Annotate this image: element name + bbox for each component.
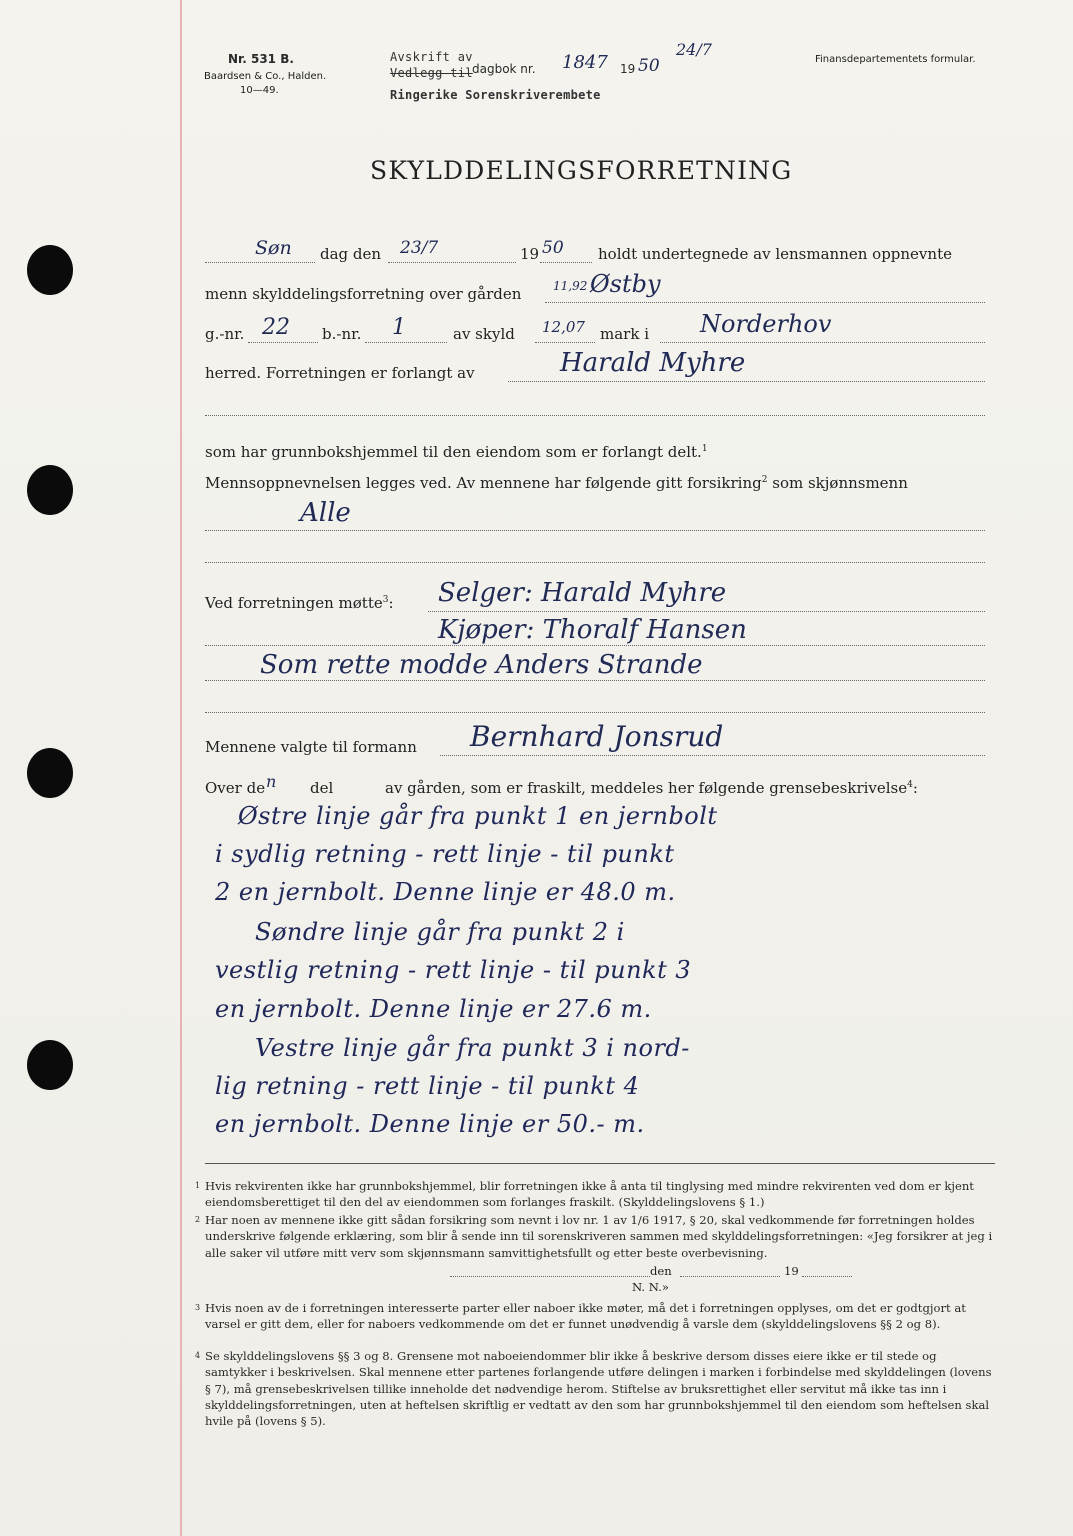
footnote-1: 1 Hvis rekvirenten ikke har grunnbokshjemmel, blir forretningen ikke å anta til tinglysing med mindre rekvirenten ved dom er kjent eiendomsberettiget til den del av eiendommen som forlanges fraskilt. (Skylddelingslovens § 1.) [195, 1179, 974, 1210]
punch-hole [27, 465, 73, 515]
year-value: 50 [542, 238, 564, 258]
punch-hole [27, 1040, 73, 1090]
skjonn-value: Alle [300, 498, 351, 528]
footnote-divider [205, 1163, 995, 1164]
day-name: Søn [255, 237, 292, 259]
boundary-line: en jernbolt. Denne linje er 27.6 m. [215, 995, 652, 1023]
year-prefix: 19 [620, 62, 636, 76]
stamp-vedlegg: Vedlegg til [390, 66, 473, 80]
farm-name: Østby [590, 270, 661, 298]
mote-label: Ved forretningen møtte$^3$: [205, 594, 394, 612]
form-number: Nr. 531 B. [228, 52, 294, 66]
ministry-label: Finansdepartementets formular. [815, 54, 976, 65]
attendee-other: Som rette modde Anders Strande [260, 650, 703, 680]
punch-hole [27, 245, 73, 295]
av-garden-label: av gården, som er fraskilt, meddeles her følgende grensebeskrivelse$^4$: [385, 779, 918, 797]
office-stamp: Ringerike Sorenskriverembete [390, 88, 601, 102]
gnr-value: 22 [262, 315, 290, 340]
boundary-line: Søndre linje går fra punkt 2 i [255, 918, 625, 946]
chairman: Bernhard Jonsrud [470, 720, 724, 753]
boundary-line: i sydlig retning - rett linje - til punkt [215, 840, 675, 868]
year-suffix: 50 [638, 56, 660, 76]
attendee-buyer: Kjøper: Thoralf Hansen [438, 615, 747, 645]
boundary-line: vestlig retning - rett linje - til punkt 3 [215, 956, 692, 984]
footnote-3: 3 Hvis noen av de i forretningen interesserte parter eller naboer ikke møter, må det i forretningen opplyses, om det er godtgjort at varsel er gitt dem, eller for naboers vedkommende om det er funnet unødvendig å varsle dem (skylddelingslovens §§ 2 og 8). [195, 1301, 966, 1332]
print-date: 10—49. [240, 85, 279, 96]
footnote-4: 4 Se skylddelingslovens §§ 3 og 8. Grensene mot naboeiendommer blir ikke å beskrive dersom disses eiere ikke er til stede og samtykker i beskrivelsen. Skal mennene etter partenes forlangende utføre delingen i marken i forbindelse med skylddelingen (lovens § 7), må grensebeskrivelsen tillike inneholde det nødvendige herom. Stiftelse av bruksrettighet eller servitut må ikke tas inn i skylddelingsforretningen, uten at heftelsen skriftlig er vedtatt av den som har grunnbokshjemmel til den eiendom som heftelsen skal hvile på (lovens § 5). [195, 1349, 992, 1429]
boundary-line: lig retning - rett linje - til punkt 4 [215, 1072, 640, 1100]
bnr-value: 1 [392, 315, 406, 340]
municipality: Norderhov [700, 310, 832, 338]
mennsopp-label: Mennsoppnevnelsen legges ved. Av mennene har følgende gitt forsikring$^2$ som skjønnsmenn [205, 474, 908, 492]
margin-rule [180, 0, 182, 1536]
boundary-line: 2 en jernbolt. Denne linje er 48.0 m. [215, 878, 676, 906]
boundary-line: en jernbolt. Denne linje er 50.- m. [215, 1110, 645, 1138]
document-title: SKYLDDELINGSFORRETNING [370, 156, 793, 185]
document-page: Nr. 531 B. Baardsen & Co., Halden. 10—49. Avskrift av Vedlegg til dagbok nr. 1847 19 50 24/7 Ringerike Sorenskriverembete Finansdepartementets formular. SKYLDDELINGSFORRETNING Søn dag den 23/7 19 50 holdt undertegnede av lensmannen oppnevnte menn skylddelingsforretning over gården 11,92 Østby g.-nr. 22 b.-nr. 1 av skyld 12,07 mark i Norderhov herred. Forretningen er forlangt av Harald Myhre som har grunnbokshjemmel til den eiendom som er forlangt delt.$^1$ Mennsoppnevnelsen legges ved. Av mennene har følgende gitt forsikring$^2$ som skjønnsmenn Alle Ved forretningen møtte$^3$: Selger: Harald Myhre Kjøper: Thoralf Hansen Som rette modde Anders Strande Mennene valgte til formann Bernhard Jonsrud Over de n del av gården, som er fraskilt, meddeles her følgende grensebeskrivelse$^4$: Østre linje går fra punkt 1 en jernbolt i sydlig retning - rett linje - til punkt 2 en jernbolt. Denne linje er 48.0 m. Søndre linje går fra punkt 2 i vestlig retning - rett linje - til punkt 3 en jernbolt. Denne linje er 27.6 m. Vestre linje går fra punkt 3 i nord- lig retning - rett linje - til punkt 4 en jernbolt. Denne linje er 50.- m. 1 Hvis rekvirenten ikke har grunnbokshjemmel, blir forretningen ikke å anta til tinglysing med mindre rekvirenten ved dom er kjent eiendomsberettiget til den del av eiendommen som forlanges fraskilt. (Skylddelingslovens § 1.) 2 Har noen av mennene ikke gitt sådan forsikring som nevnt i lov nr. 1 av 1/6 1917, § 20, skal vedkommende før forretningen holdes underskrive følgende erklæring, som blir å sende inn til sorenskriveren sammen med skylddelingsforretningen: «Jeg forsikrer at jeg i alle saker vil utføre mitt verv som skjønnsmann samvittighetsfullt og etter beste overbevisning. den 19 N. N.» 3 Hvis noen av de i forretningen interesserte parter eller naboer ikke møter, må det i forretningen opplyses, om det er godtgjort at varsel er gitt dem, eller for naboers vedkommende om det er funnet unødvendig å varsle dem (skylddelingslovens §§ 2 og 8). 4 Se skylddelingslovens §§ 3 og 8. Grensene mot naboeiendommer blir ikke å beskrive dersom disses eiere ikke er til stede og samtykker i beskrivelsen. Skal mennene etter partenes forlangende utføre delingen i marken i forbindelse med skylddelingen (lovens § 7), må grensebeskrivelsen tillike inneholde det nødvendige herom. Stiftelse av bruksrettighet eller servitut må ikke tas inn i skylddelingsforretningen, uten at heftelsen skriftlig er vedtatt av den som har grunnbokshjemmel til den eiendom som heftelsen skal hvile på (lovens § 5). [0, 0, 1073, 1536]
attendee-seller: Selger: Harald Myhre [438, 578, 727, 608]
dagbok-number: 1847 [562, 52, 608, 73]
skyld-value: 12,07 [542, 318, 585, 336]
punch-hole [27, 748, 73, 798]
grunnbok-label: som har grunnbokshjemmel til den eiendom som er forlangt delt.$^1$ [205, 443, 708, 461]
printer: Baardsen & Co., Halden. [204, 71, 327, 82]
footnote-2: 2 Har noen av mennene ikke gitt sådan forsikring som nevnt i lov nr. 1 av 1/6 1917, § 20, skal vedkommende før forretningen holdes underskrive følgende erklæring, som blir å sende inn til sorenskriveren sammen med skylddelingsforretningen: «Jeg forsikrer at jeg i alle saker vil utføre mitt verv som skjønnsmann samvittighetsfullt og etter beste overbevisning. [195, 1213, 993, 1260]
requested-by: Harald Myhre [560, 348, 746, 378]
farm-note: 11,92 [553, 279, 588, 293]
dagbok-label: dagbok nr. [472, 62, 536, 76]
boundary-line: Østre linje går fra punkt 1 en jernbolt [238, 802, 718, 830]
stamp-avskrift: Avskrift av [390, 50, 473, 64]
handwritten-date: 24/7 [676, 40, 712, 59]
boundary-line: Vestre linje går fra punkt 3 i nord- [255, 1034, 690, 1062]
date-value: 23/7 [400, 238, 439, 258]
